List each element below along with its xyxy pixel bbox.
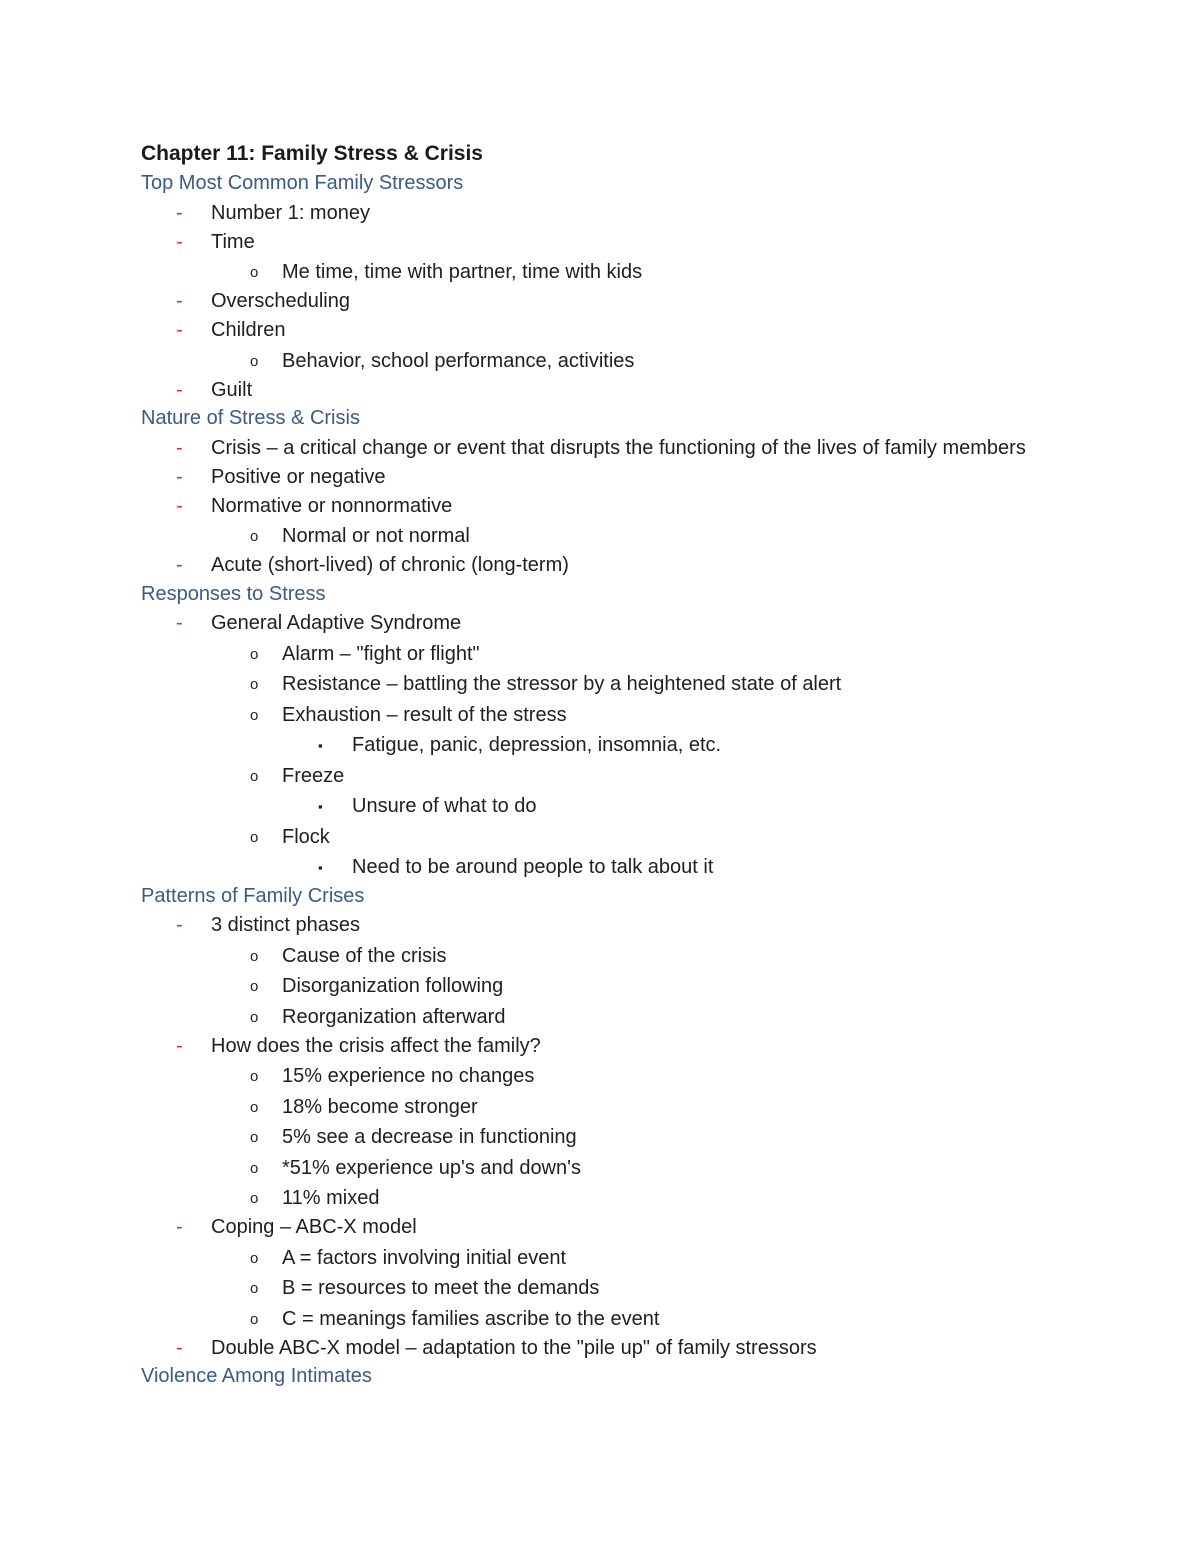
- list-item-text: 5% see a decrease in functioning: [282, 1126, 577, 1148]
- list-item-text: Crisis – a critical change or event that disrupts the functioning of the lives of family members: [211, 436, 1026, 459]
- list-item-text: Positive or negative: [211, 465, 386, 488]
- list-item-text: Alarm – "fight or flight": [282, 642, 480, 665]
- dash-bullet-icon: -: [176, 1336, 183, 1359]
- list-item-level-2: [141, 1062, 1041, 1091]
- list-item-level-2: [141, 1244, 1041, 1273]
- list-item-text: Me time, time with partner, time with kids: [282, 261, 643, 283]
- list-item-text: Exhaustion – result of the stress: [282, 703, 567, 726]
- list-item-text: Double ABC-X model – adaptation to the "pile up" of family stressors: [211, 1336, 817, 1359]
- list-item-text: *51% experience up's and down's: [282, 1156, 581, 1179]
- list-item-level-2: [141, 1274, 1041, 1303]
- document-body: [141, 169, 1041, 1391]
- list-item-text: Reorganization afterward: [282, 1005, 506, 1028]
- list-item-text: Time: [211, 230, 255, 253]
- list-item-text: Behavior, school performance, activities: [282, 349, 635, 372]
- circle-bullet-icon: o: [250, 264, 259, 281]
- list-item-level-2: [141, 823, 1041, 852]
- dash-bullet-icon: -: [176, 494, 183, 517]
- list-item-level-2: [141, 1003, 1041, 1032]
- list-item-text: B = resources to meet the demands: [282, 1277, 600, 1299]
- dash-bullet-icon: -: [176, 1034, 183, 1057]
- dash-bullet-icon: -: [176, 201, 183, 224]
- list-item-level-2: [141, 347, 1041, 376]
- list-item-text: Children: [211, 319, 286, 341]
- list-item-level-2: [141, 972, 1041, 1001]
- circle-bullet-icon: o: [250, 528, 259, 545]
- list-item-text: 11% mixed: [282, 1187, 380, 1209]
- list-item-text: 18% become stronger: [282, 1095, 478, 1118]
- list-item-text: Flock: [282, 825, 330, 848]
- list-item-level-2: [141, 701, 1041, 730]
- circle-bullet-icon: o: [250, 1280, 259, 1297]
- list-item-level-1: [141, 492, 1041, 521]
- circle-bullet-icon: o: [250, 352, 259, 370]
- list-item-level-1: [141, 376, 1041, 405]
- square-bullet-icon: ▪: [318, 799, 323, 814]
- list-item-text: How does the crisis affect the family?: [211, 1034, 541, 1057]
- list-item-text: Unsure of what to do: [352, 795, 537, 817]
- list-item-level-2: [141, 1154, 1041, 1183]
- dash-bullet-icon: -: [176, 1216, 183, 1238]
- list-item-text: Normal or not normal: [282, 525, 470, 547]
- list-item-level-2: [141, 762, 1041, 791]
- list-item-text: Cause of the crisis: [282, 944, 447, 967]
- list-item-level-2: [141, 1305, 1041, 1334]
- dash-bullet-icon: -: [176, 465, 183, 488]
- list-item-level-3: [141, 853, 1041, 882]
- list-item-level-3: [141, 792, 1041, 821]
- section-heading: Responses to Stress: [141, 582, 326, 605]
- list-item-level-1: [141, 199, 1041, 228]
- circle-bullet-icon: o: [250, 1008, 259, 1026]
- list-item-level-1: [141, 287, 1041, 316]
- list-item-level-2: [141, 670, 1041, 699]
- list-item-level-2: [141, 942, 1041, 971]
- list-item-level-1: [141, 551, 1041, 580]
- list-item-level-1: [141, 316, 1041, 345]
- list-item-text: A = factors involving initial event: [282, 1246, 567, 1269]
- list-item-text: Overscheduling: [211, 290, 350, 312]
- circle-bullet-icon: o: [250, 1068, 259, 1085]
- list-item-text: 3 distinct phases: [211, 914, 360, 936]
- circle-bullet-icon: o: [250, 1159, 259, 1177]
- list-item-level-3: [141, 731, 1041, 760]
- document-title: Chapter 11: Family Stress & Crisis: [141, 142, 483, 165]
- dash-bullet-icon: -: [176, 554, 183, 576]
- list-item-text: Fatigue, panic, depression, insomnia, etc.: [352, 734, 722, 756]
- circle-bullet-icon: o: [250, 978, 259, 995]
- list-item-level-1: [141, 1032, 1041, 1061]
- list-item-text: C = meanings families ascribe to the event: [282, 1307, 660, 1330]
- square-bullet-icon: ▪: [318, 738, 323, 753]
- list-item-level-1: [141, 1334, 1041, 1363]
- section-heading: Nature of Stress & Crisis: [141, 407, 360, 429]
- list-item-level-1: [141, 463, 1041, 492]
- list-item-level-1: [141, 1213, 1041, 1242]
- circle-bullet-icon: o: [250, 706, 259, 724]
- list-item-level-2: [141, 1184, 1041, 1213]
- circle-bullet-icon: o: [250, 645, 259, 663]
- circle-bullet-icon: o: [250, 1190, 259, 1207]
- circle-bullet-icon: o: [250, 767, 259, 785]
- list-item-level-1: [141, 434, 1041, 463]
- document-page: [141, 139, 1041, 1391]
- list-item-text: Freeze: [282, 764, 345, 787]
- dash-bullet-icon: -: [176, 436, 183, 459]
- dash-bullet-icon: -: [176, 378, 183, 401]
- section-heading: Violence Among Intimates: [141, 1365, 372, 1387]
- circle-bullet-icon: o: [250, 947, 259, 965]
- dash-bullet-icon: -: [176, 319, 183, 341]
- list-item-level-1: [141, 228, 1041, 257]
- list-item-level-2: [141, 258, 1041, 287]
- list-item-text: Coping – ABC-X model: [211, 1216, 417, 1238]
- list-item-level-2: [141, 1123, 1041, 1152]
- section-heading: Patterns of Family Crises: [141, 884, 365, 907]
- dash-bullet-icon: -: [176, 230, 183, 253]
- list-item-level-1: [141, 911, 1041, 940]
- circle-bullet-icon: o: [250, 1129, 259, 1146]
- list-item-text: 15% experience no changes: [282, 1065, 535, 1087]
- list-item-level-2: [141, 640, 1041, 669]
- list-item-text: Disorganization following: [282, 975, 504, 997]
- list-item-level-1: [141, 609, 1041, 638]
- list-item-text: Number 1: money: [211, 201, 370, 224]
- circle-bullet-icon: o: [250, 1249, 259, 1267]
- dash-bullet-icon: -: [176, 914, 183, 936]
- dash-bullet-icon: -: [176, 290, 183, 312]
- list-item-text: Resistance – battling the stressor by a heightened state of alert: [282, 673, 842, 695]
- list-item-text: General Adaptive Syndrome: [211, 612, 462, 634]
- list-item-text: Guilt: [211, 378, 253, 401]
- list-item-text: Acute (short-lived) of chronic (long-term): [211, 554, 569, 576]
- circle-bullet-icon: o: [250, 676, 259, 693]
- list-item-text: Need to be around people to talk about it: [352, 856, 714, 878]
- square-bullet-icon: ▪: [318, 860, 323, 875]
- list-item-level-2: [141, 1093, 1041, 1122]
- list-item-level-2: [141, 522, 1041, 551]
- dash-bullet-icon: -: [176, 612, 183, 634]
- circle-bullet-icon: o: [250, 828, 259, 846]
- circle-bullet-icon: o: [250, 1098, 259, 1116]
- list-item-text: Normative or nonnormative: [211, 494, 453, 517]
- circle-bullet-icon: o: [250, 1310, 259, 1328]
- section-heading: Top Most Common Family Stressors: [141, 172, 464, 194]
